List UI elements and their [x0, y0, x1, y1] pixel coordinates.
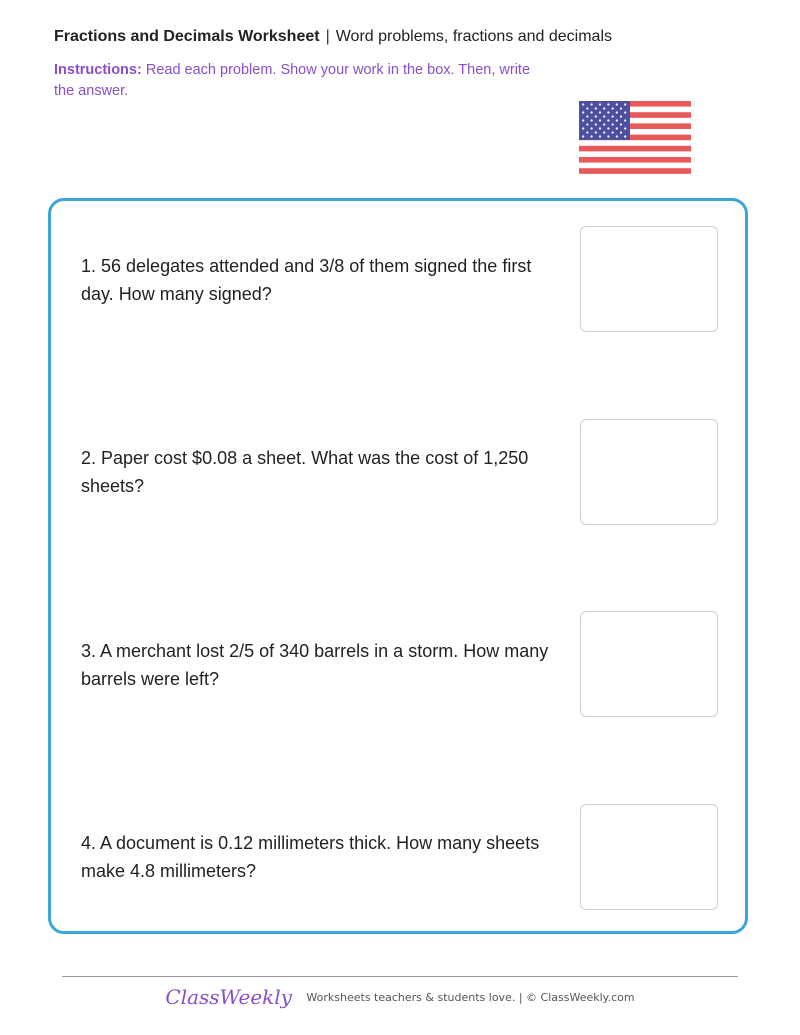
instructions-text: Read each problem. Show your work in the box. Then, write the answer.: [54, 62, 531, 99]
instructions-label: Instructions:: [54, 62, 142, 78]
footer-divider: [62, 976, 738, 977]
problem-4: 4. A document is 0.12 millimeters thick. How many sheets make 4.8 millimeters?: [81, 833, 540, 881]
worksheet-subtitle: Word problems, fractions and decimals: [335, 28, 612, 45]
problem-3: 3. A merchant lost 2/5 of 340 barrels in a storm. How many barrels were left?: [81, 641, 549, 689]
problem-2: 2. Paper cost $0.08 a sheet. What was the cost of 1,250 sheets?: [81, 448, 529, 496]
answer-box-4[interactable]: [580, 804, 718, 910]
footer-tagline: Worksheets teachers & students love. | © ClassWeekly.com: [306, 990, 635, 1004]
brand-logo: ClassWeekly: [165, 985, 292, 1009]
worksheet-title: Fractions and Decimals Worksheet: [54, 28, 320, 45]
answer-box-1[interactable]: [580, 226, 718, 332]
us-flag-icon: [579, 101, 691, 174]
header-separator: |: [325, 28, 330, 45]
problem-1: 1. 56 delegates attended and 3/8 of them signed the first day. How many signed?: [81, 256, 532, 304]
footer: [0, 985, 800, 1009]
instructions: [54, 60, 554, 102]
answer-box-3[interactable]: [580, 611, 718, 717]
answer-box-2[interactable]: [580, 419, 718, 525]
worksheet-header: [54, 28, 612, 46]
